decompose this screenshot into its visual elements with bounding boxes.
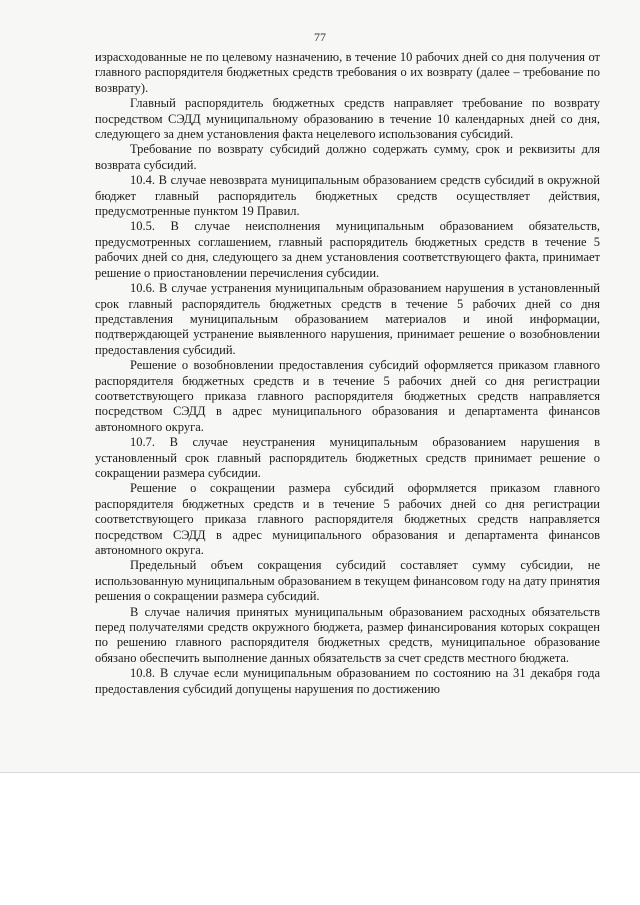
paragraph-10-6: 10.6. В случае устранения муниципальным образованием нарушения в установленный срок главный распорядитель бюджетных средств в течение 5 рабочих дней со дня представления муниципальным образованием материалов и иной информации, подтверждающей устранение выявленного нарушения, принимает решение о возобновлении предоставления субсидий. [95,281,600,357]
blank-area [0,773,640,905]
paragraph-resume-decision: Решение о возобновлении предоставления субсидий оформляется приказом главного распорядителя бюджетных средств и в течение 5 рабочих дней со дня регистрации соответствующего приказа главного распорядителя бюджетных средств направляется посредством СЭДД в адрес муниципального образования и департамента финансов автономного округа. [95,358,600,434]
paragraph-3: Требование по возврату субсидий должно содержать сумму, срок и реквизиты для возврата субсидий. [95,142,600,172]
document-body [95,50,600,697]
paragraph-10-7: 10.7. В случае неустранения муниципальным образованием нарушения в установленный срок главный распорядитель бюджетных средств принимает решение о сокращении размера субсидии. [95,435,600,480]
paragraph-reduction-limit: Предельный объем сокращения субсидий составляет сумму субсидии, не использованную муниципальным образованием в текущем финансовом году на дату принятия решения о сокращении размера субсидий. [95,558,600,604]
paragraph-2: Главный распорядитель бюджетных средств направляет требование по возврату посредством СЭДД муниципальному образованию в течение 10 календарных дней со дня, следующего за днем установления факта нецелевого использования субсидий. [95,96,600,142]
paragraph-reduction-decision: Решение о сокращении размера субсидий оформляется приказом главного распорядителя бюджетных средств и в течение 5 рабочих дней со дня регистрации соответствующего приказа главного распорядителя бюджетных средств направляется посредством СЭДД в адрес муниципального образования и департамента финансов автономного округа. [95,481,600,557]
paragraph-1: израсходованные не по целевому назначению, в течение 10 рабочих дней со дня получения от главного распорядителя бюджетных средств требования о их возврату (далее – требование по возврату). [95,50,600,95]
page-number: 77 [314,30,326,44]
paragraph-obligations: В случае наличия принятых муниципальным образованием расходных обязательств перед получателями средств окружного бюджета, размер финансирования которых сокращен по решению главного распорядителя бюджетных средств, муниципальное образование обязано обеспечить выполнение данных обязательств за счет средств местного бюджета. [95,604,600,665]
paragraph-10-5: 10.5. В случае неисполнения муниципальным образованием обязательств, предусмотренных соглашением, главный распорядитель бюджетных средств в течение 5 рабочих дней со дня, следующего за днем установления соответствующего факта, принимает решение о приостановлении перечисления субсидии. [95,219,600,280]
paragraph-10-8: 10.8. В случае если муниципальным образованием по состоянию на 31 декабря года предоставления субсидий допущены нарушения по достижению [95,666,600,696]
paragraph-10-4: 10.4. В случае невозврата муниципальным образованием средств субсидий в окружной бюджет главный распорядитель бюджетных средств осуществляет действия, предусмотренные пунктом 19 Правил. [95,173,600,219]
